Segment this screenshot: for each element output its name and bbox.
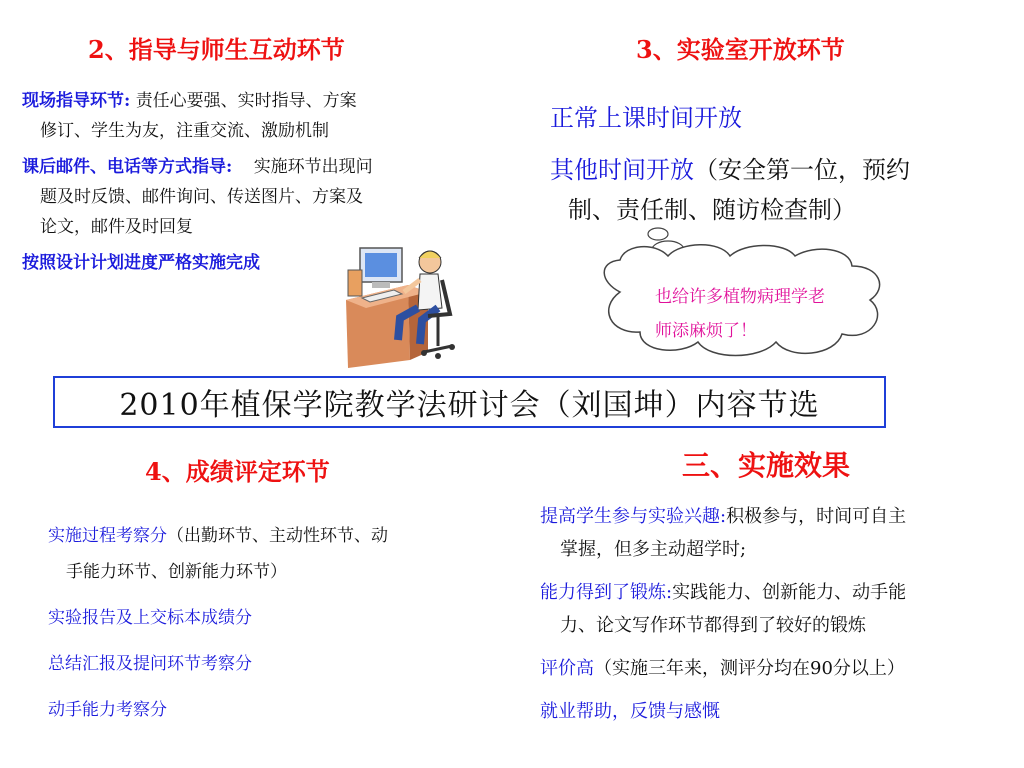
section2-title: 2、指导与师生互动环节 bbox=[88, 35, 345, 64]
results-item-ability bbox=[540, 576, 1010, 642]
section3-line2-text: （安全第一位，预约 bbox=[694, 156, 910, 184]
section2-item-email bbox=[22, 152, 492, 242]
section4-item1-text-b: 手能力环节、创新能力环节） bbox=[66, 562, 287, 582]
section2-item2-text-a: 实施环节出现问 bbox=[253, 157, 373, 177]
section4-item-handson: 动手能力考察分 bbox=[48, 700, 167, 720]
section2-item3-lead: 按照设计计划进度严格实施完成 bbox=[22, 253, 260, 273]
section2-item2-lead: 课后邮件、电话等方式指导: bbox=[22, 157, 233, 177]
section3-body bbox=[550, 98, 1010, 230]
bubble-line1: 也给许多植物病理学老 bbox=[655, 287, 825, 307]
section4-item-process bbox=[48, 518, 508, 590]
results-item1-lead: 提高学生参与实验兴趣: bbox=[540, 506, 727, 527]
section2-item2-text-b: 题及时反馈、邮件询问、传送图片、方案及 bbox=[40, 187, 363, 207]
section4-item1-lead: 实施过程考察分 bbox=[48, 526, 167, 546]
results-item2-text-a: 实践能力、创新能力、动手能 bbox=[672, 582, 907, 603]
results-item1-text-b: 掌握，但多主动超学时; bbox=[560, 539, 747, 560]
section2-item2-text-c: 论文，邮件及时回复 bbox=[40, 217, 193, 237]
seminar-banner bbox=[53, 376, 886, 428]
results-item2-text-b: 力、论文写作环节都得到了较好的锻炼 bbox=[560, 615, 866, 636]
section2-item1-lead: 现场指导环节: bbox=[22, 91, 131, 111]
section2-item-onsite bbox=[22, 86, 492, 146]
results-title: 三、实施效果 bbox=[682, 449, 851, 482]
results-item2-lead: 能力得到了锻炼: bbox=[540, 582, 673, 603]
results-item1-text-a: 积极参与，时间可自主 bbox=[726, 506, 907, 527]
section3-line1: 正常上课时间开放 bbox=[550, 104, 742, 132]
section3-title: 3、实验室开放环节 bbox=[636, 35, 845, 64]
results-item-employment: 就业帮助，反馈与感慨 bbox=[540, 701, 720, 722]
section4-item-summary: 总结汇报及提问环节考察分 bbox=[48, 654, 252, 674]
section4-title: 4、成绩评定环节 bbox=[145, 457, 330, 486]
results-item3-lead: 评价高 bbox=[540, 658, 594, 679]
seminar-banner-title: 2010年植保学院教学法研讨会（刘国坤）内容节选 bbox=[119, 388, 820, 423]
thought-cloud-text bbox=[655, 280, 825, 348]
bubble-line2: 师添麻烦了！ bbox=[655, 321, 757, 341]
section3-line3: 制、责任制、随访检查制） bbox=[568, 196, 856, 224]
section2-item1-text-a: 责任心要强、实时指导、方案 bbox=[135, 91, 357, 111]
results-item-evaluation bbox=[540, 652, 1010, 685]
section3-line2-lead: 其他时间开放 bbox=[550, 156, 694, 184]
section3-line2 bbox=[550, 150, 1010, 190]
results-item3-text: （实施三年来，测评分均在90分以上） bbox=[594, 658, 905, 679]
results-item-interest bbox=[540, 500, 1010, 566]
section2-item1-text-b: 修订、学生为友，注重交流、激励机制 bbox=[40, 121, 329, 141]
person-at-computer-icon bbox=[338, 240, 468, 370]
section4-body bbox=[48, 518, 508, 728]
section4-item-report: 实验报告及上交标本成绩分 bbox=[48, 608, 252, 628]
results-body bbox=[540, 500, 1010, 728]
section4-item1-text-a: （出勤环节、主动性环节、动 bbox=[167, 526, 388, 546]
